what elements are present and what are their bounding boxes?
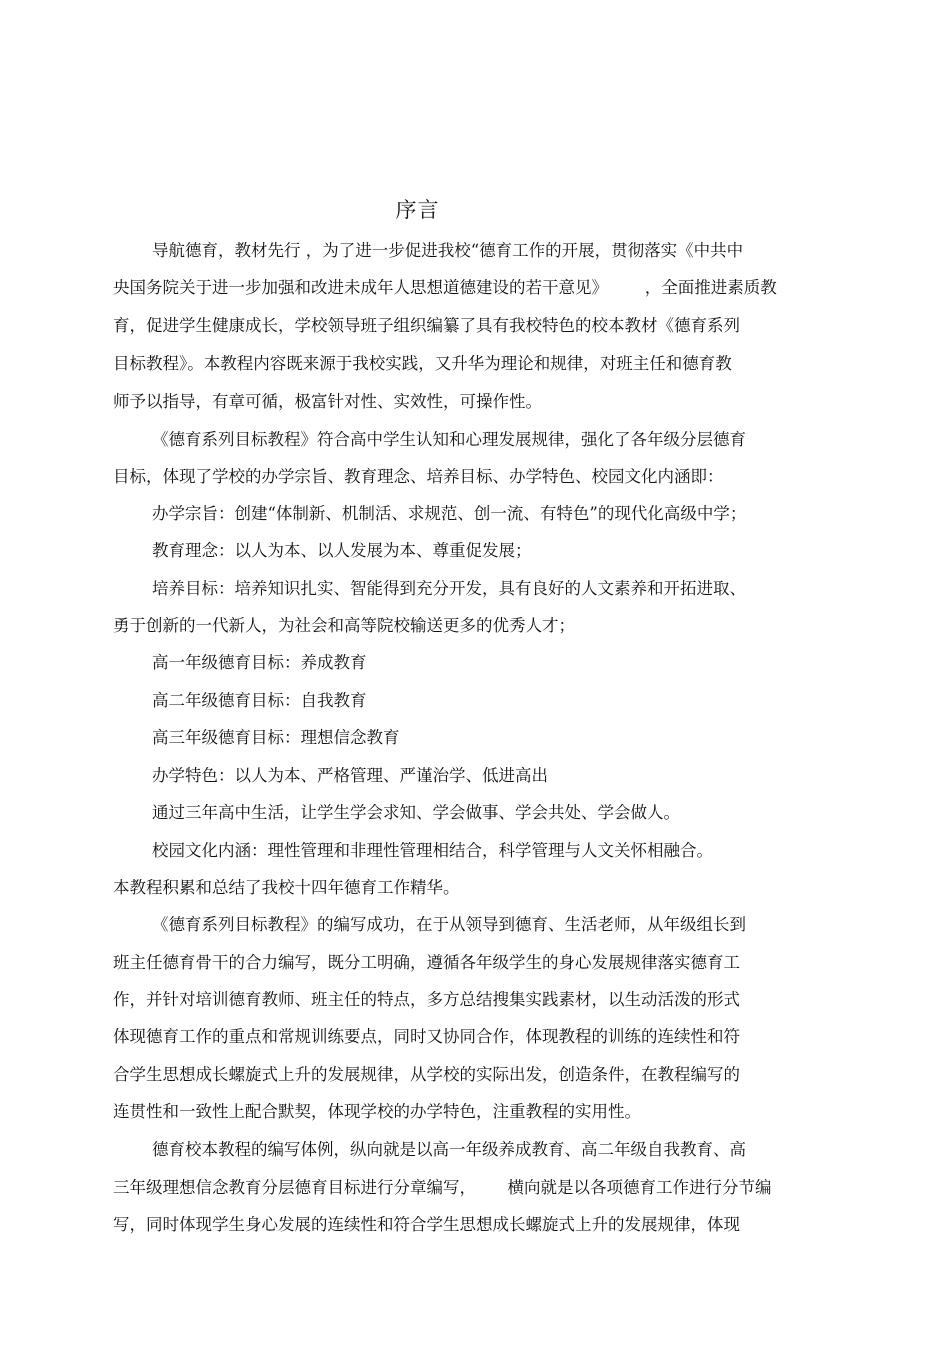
page-title: 序言 (395, 198, 440, 222)
paragraph-line: 高二年级德育目标：自我教育 (152, 691, 367, 710)
paragraph-line: 本教程积累和总结了我校十四年德育工作精华。 (113, 878, 460, 897)
paragraph-line: 办学宗旨：创建“体制新、机制活、求规范、创一流、有特色”的现代化高级中学； (152, 504, 747, 523)
paragraph-line: 德育校本教程的编写体例，纵向就是以高一年级养成教育、高二年级自我教育、高 (152, 1140, 746, 1159)
paragraph-line: 作，并针对培训德育教师、班主任的特点，多方总结搜集实践素材，以生动活泼的形式 (113, 990, 740, 1009)
paragraph-line: 通过三年高中生活，让学生学会求知、学会做事、学会共处、学会做人。 (152, 803, 680, 822)
paragraph-line: 校园文化内涵：理性管理和非理性管理相结合，科学管理与人文关怀相融合。 (152, 841, 713, 860)
paragraph-line: 师予以指导，有章可循，极富针对性、实效性，可操作性。 (113, 392, 542, 411)
paragraph-line: 高一年级德育目标：养成教育 (152, 653, 367, 672)
paragraph-line: 培养目标：培养知识扎实、智能得到充分开发，具有良好的人文素养和开拓进取、 (152, 579, 746, 598)
paragraph-line: 办学特色：以人为本、严格管理、严谨治学、低进高出 (152, 766, 548, 785)
paragraph-line: 体现德育工作的重点和常规训练要点，同时又协同合作，体现教程的训练的连续性和符 (113, 1027, 740, 1046)
paragraph-line: 连贯性和一致性上配合默契，体现学校的办学特色，注重教程的实用性。 (113, 1102, 641, 1121)
paragraph-line: 教育理念：以人为本、以人发展为本、尊重促发展； (152, 541, 532, 560)
paragraph-line: 育，促进学生健康成长，学校领导班子组织编纂了具有我校特色的校本教材《德育系列 (113, 316, 740, 335)
paragraph-line: 央国务院关于进一步加强和改进未成年人思想道德建设的若干意见》 ，全面推进素质教 (113, 278, 777, 297)
paragraph-line: 导航德育，教材先行 ，为了进一步促进我校“德育工作的开展，贯彻落实《中共中 (152, 241, 744, 260)
paragraph-line: 写，同时体现学生身心发展的连续性和符合学生思想成长螺旋式上升的发展规律，体现 (113, 1215, 740, 1234)
paragraph-line: 合学生思想成长螺旋式上升的发展规律，从学校的实际出发，创造条件，在教程编写的 (113, 1065, 740, 1084)
paragraph-line: 目标教程》。本教程内容既来源于我校实践，又升华为理论和规律，对班主任和德育教 (113, 354, 732, 373)
paragraph-line: 班主任德育骨干的合力编写，既分工明确，遵循各年级学生的身心发展规律落实德育工 (113, 953, 740, 972)
paragraph-line: 《德育系列目标教程》符合高中学生认知和心理发展规律，强化了各年级分层德育 (152, 430, 746, 449)
paragraph-line: 《德育系列目标教程》的编写成功，在于从领导到德育、生活老师，从年级组长到 (152, 915, 746, 934)
paragraph-line: 高三年级德育目标：理想信念教育 (152, 728, 400, 747)
paragraph-line: 目标，体现了学校的办学宗旨、教育理念、培养目标、办学特色、校园文化内涵即： (113, 467, 724, 486)
paragraph-line: 三年级理想信念教育分层德育目标进行分章编写， 横向就是以各项德育工作进行分节编 (113, 1178, 772, 1197)
paragraph-line: 勇于创新的一代新人，为社会和高等院校输送更多的优秀人才； (113, 616, 575, 635)
